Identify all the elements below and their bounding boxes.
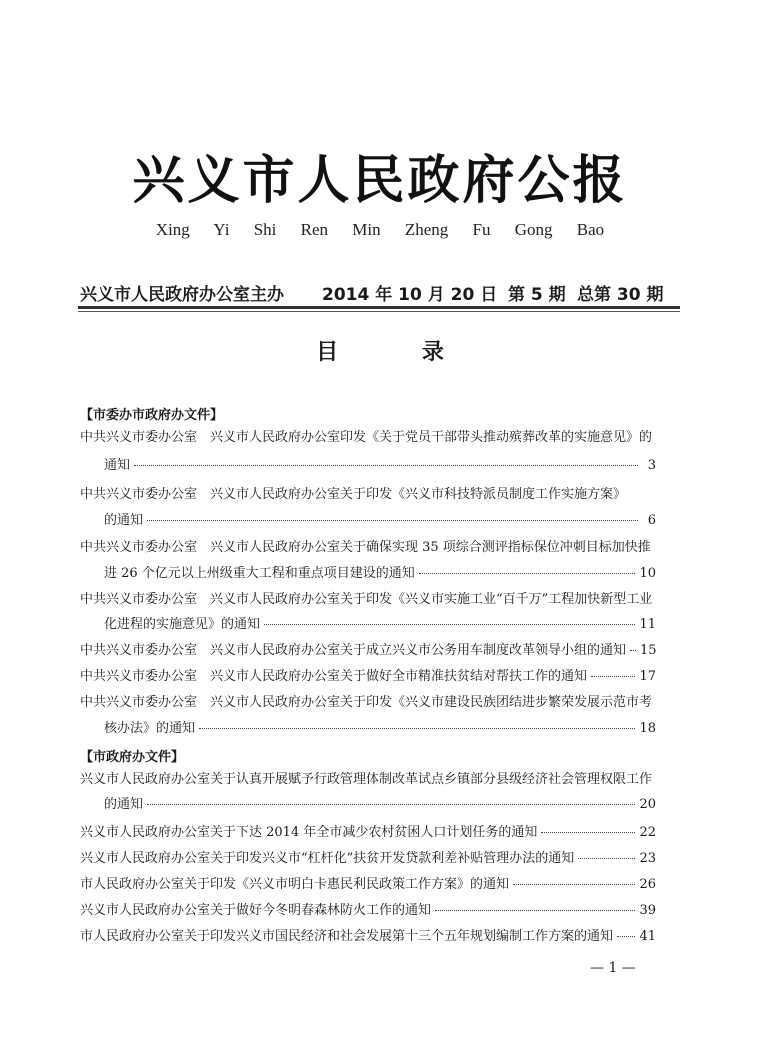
toc-page-number: 23 bbox=[639, 851, 656, 866]
toc-entry-text: 市人民政府办公室关于印发《兴义市明白卡惠民利民政策工作方案》的通知 bbox=[80, 877, 510, 892]
toc-entry[interactable] bbox=[80, 669, 656, 685]
toc-page-number: 39 bbox=[639, 903, 656, 918]
dot-leader bbox=[419, 573, 636, 574]
toc-entry[interactable] bbox=[80, 643, 656, 659]
toc-entry-text: 兴义市人民政府办公室关于做好今冬明春森林防火工作的通知 bbox=[80, 903, 432, 918]
section-heading: 【市委办市政府办文件】 bbox=[80, 408, 224, 423]
toc-entry-text: 兴义市人民政府办公室关于下达 2014 年全市减少农村贫困人口计划任务的通知 bbox=[80, 825, 538, 840]
toc-entry-text: 核办法》的通知 bbox=[104, 721, 196, 736]
dot-leader bbox=[630, 650, 636, 651]
toc-entry-text: 的通知 bbox=[104, 797, 144, 812]
page-number: — 1 — bbox=[590, 960, 636, 976]
toc-entry-continuation bbox=[104, 797, 656, 813]
toc-entry-text: 化进程的实施意见》的通知 bbox=[104, 617, 261, 632]
toc-entry-text: 中共兴义市委办公室 兴义市人民政府办公室关于印发《兴义市建设民族团结进步繁荣发展示范市考 bbox=[80, 695, 653, 710]
toc-page-number: 20 bbox=[639, 797, 656, 812]
masthead-title: 兴义市人民政府公报 bbox=[132, 150, 628, 211]
issue-number: 第 5 期 bbox=[508, 285, 566, 305]
toc-page-number: 22 bbox=[639, 825, 656, 840]
toc-entry-text: 兴义市人民政府办公室关于印发兴义市“杠杆化”扶贫开发贷款利差补贴管理办法的通知 bbox=[80, 851, 575, 866]
toc-entry-continuation bbox=[104, 617, 656, 633]
section-heading: 【市政府办文件】 bbox=[80, 750, 185, 765]
toc-entry[interactable] bbox=[80, 851, 656, 867]
dot-leader bbox=[147, 520, 638, 521]
masthead-pinyin: Xing Yi Shi Ren Min Zheng Fu Gong Bao bbox=[155, 220, 605, 239]
dot-leader bbox=[435, 910, 635, 911]
issue-date: 2014 年 10 月 20 日 bbox=[322, 285, 498, 305]
toc-page-number: 26 bbox=[639, 877, 656, 892]
dot-leader bbox=[617, 936, 635, 937]
toc-page-number: 11 bbox=[639, 617, 656, 632]
toc-entry-text: 通知 bbox=[104, 458, 131, 473]
toc-entry-text: 中共兴义市委办公室 兴义市人民政府办公室关于确保实现 35 项综合测评指标保位冲刺目标加快推 bbox=[80, 540, 651, 555]
toc-page-number: 18 bbox=[639, 721, 656, 736]
toc-entry-text: 中共兴义市委办公室 兴义市人民政府办公室关于印发《兴义市实施工业“百千万”工程加快新型工业 bbox=[80, 592, 653, 607]
toc-page-number: 10 bbox=[639, 566, 656, 581]
dot-leader bbox=[578, 858, 635, 859]
toc-title: 目 录 bbox=[316, 339, 482, 365]
toc-page-number: 6 bbox=[647, 513, 656, 528]
toc-page-number: 3 bbox=[647, 458, 656, 473]
toc-entry-continuation bbox=[104, 458, 656, 474]
dot-leader bbox=[264, 624, 635, 625]
toc-entry-continuation bbox=[104, 721, 656, 737]
dot-leader bbox=[199, 728, 635, 729]
dot-leader bbox=[541, 832, 635, 833]
total-issue-number: 总第 30 期 bbox=[577, 285, 664, 305]
toc-entry[interactable] bbox=[80, 877, 656, 893]
toc-page-number: 41 bbox=[639, 929, 656, 944]
toc-entry-text: 中共兴义市委办公室 兴义市人民政府办公室印发《关于党员干部带头推动殡葬改革的实施意见》的 bbox=[80, 430, 653, 445]
toc-entry-text: 中共兴义市委办公室 兴义市人民政府办公室关于印发《兴义市科技特派员制度工作实施方案》 bbox=[80, 487, 627, 502]
header-rule-thin bbox=[78, 311, 680, 312]
toc-entry-text: 市人民政府办公室关于印发兴义市国民经济和社会发展第十三个五年规划编制工作方案的通知 bbox=[80, 929, 614, 944]
dot-leader bbox=[591, 676, 635, 677]
toc-entry[interactable] bbox=[80, 825, 656, 841]
toc-entry-text: 进 26 个亿元以上州级重大工程和重点项目建设的通知 bbox=[104, 566, 415, 581]
toc-entry-text: 的通知 bbox=[104, 513, 144, 528]
toc-entry-text: 兴义市人民政府办公室关于认真开展赋予行政管理体制改革试点乡镇部分县级经济社会管理权限工作 bbox=[80, 772, 653, 787]
toc-entry-text: 中共兴义市委办公室 兴义市人民政府办公室关于做好全市精准扶贫结对帮扶工作的通知 bbox=[80, 669, 588, 684]
toc-entry-continuation bbox=[104, 513, 656, 529]
dot-leader bbox=[513, 884, 635, 885]
toc-page-number: 17 bbox=[639, 669, 656, 684]
toc-entry[interactable] bbox=[80, 929, 656, 945]
toc-entry[interactable] bbox=[80, 903, 656, 919]
toc-page-number: 15 bbox=[640, 643, 657, 658]
sponsor-text: 兴义市人民政府办公室主办 bbox=[80, 285, 284, 305]
toc-entry-continuation bbox=[104, 566, 656, 582]
dot-leader bbox=[134, 465, 638, 466]
dot-leader bbox=[147, 804, 635, 805]
header-rule-thick bbox=[78, 306, 680, 309]
toc-entry-text: 中共兴义市委办公室 兴义市人民政府办公室关于成立兴义市公务用车制度改革领导小组的通知 bbox=[80, 643, 627, 658]
